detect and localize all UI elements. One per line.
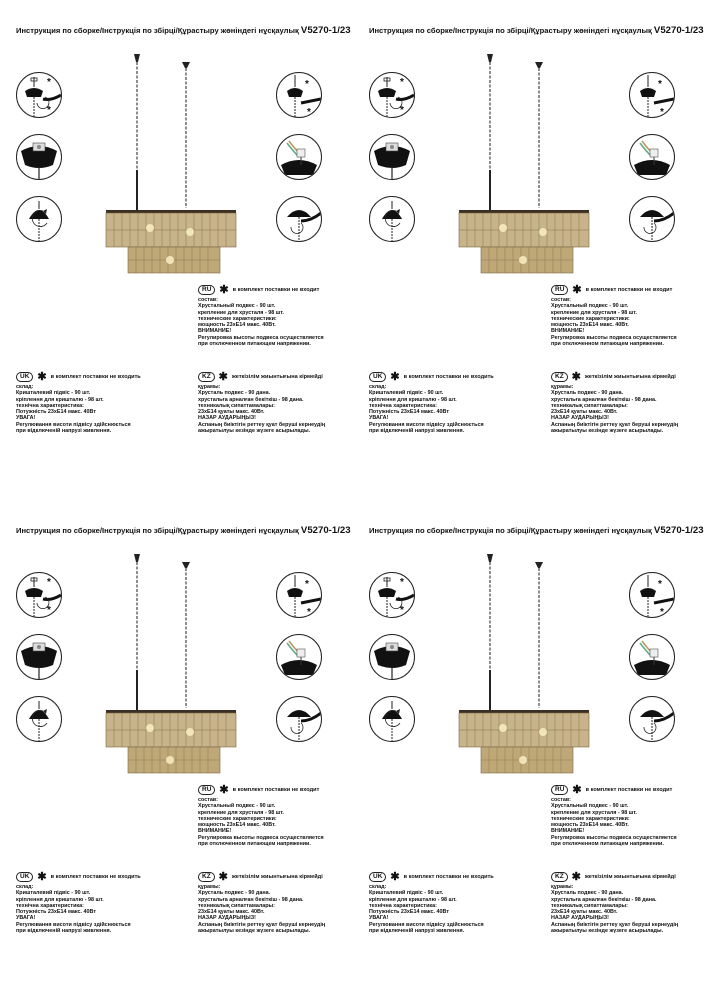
- ru-not-included-note: в комплект поставки не входит: [585, 786, 673, 793]
- asterisk-icon: ✱: [37, 871, 47, 883]
- model-number: V5270-1/23: [300, 525, 351, 536]
- ru-badge: RU: [551, 285, 568, 295]
- ru-not-included-note: в комплект поставки не входит: [585, 286, 673, 293]
- step-canopy-mount-circle: [369, 634, 415, 680]
- svg-text:*: *: [47, 77, 51, 88]
- canopy-mount-illustration: [17, 635, 61, 679]
- uk-line: УВАГА!: [369, 415, 389, 422]
- wiring-illustration: [630, 635, 674, 679]
- kz-line: НАЗАР АУДАРЫҢЫЗ!: [198, 915, 256, 922]
- chandelier-suspension: [487, 54, 543, 210]
- uk-line: склад:: [369, 384, 387, 390]
- instruction-panel: [353, 500, 706, 1000]
- kz-line: Аспаның биіктігін реттеу қуат беруші кернеудің: [551, 921, 679, 928]
- uk-not-included-note: в комплект поставки не входить: [50, 373, 141, 380]
- kz-line: хрустальға арналған бекіткіш - 98 дана.: [551, 896, 657, 903]
- uk-badge: UK: [16, 372, 33, 382]
- asterisk-icon: ✱: [218, 371, 228, 383]
- ru-line: Хрустальный подвес - 90 шт.: [551, 803, 629, 810]
- page-title: [369, 525, 704, 536]
- kz-not-included-note: жеткізілім жиынтығына кірмейді: [231, 873, 323, 880]
- chandelier-illustration: [90, 50, 250, 280]
- kz-badge: KZ: [198, 372, 215, 382]
- ru-line: мощность 23хЕ14 макс. 40Вт.: [551, 322, 629, 329]
- ru-spec-block: [198, 285, 324, 347]
- svg-text:*: *: [47, 577, 51, 588]
- ru-line: крепление для хрусталя - 98 шт.: [551, 309, 637, 316]
- ru-line: состав:: [198, 297, 218, 303]
- uk-line: Потужність 23хЕ14 макс. 40Вт: [369, 909, 449, 916]
- ceiling-plate-illustration: [277, 73, 321, 117]
- uk-line: при відключеній напрузі живлення.: [16, 928, 112, 935]
- uk-line: Регулювання висоти підвісу здійснюється: [369, 421, 484, 428]
- kz-line: хрустальға арналған бекіткіш - 98 дана.: [551, 396, 657, 403]
- canopy-mount-illustration: [370, 135, 414, 179]
- canopy-screw-illustration: [370, 573, 414, 617]
- uk-line: при відключеній напрузі живлення.: [16, 428, 112, 435]
- chandelier-illustration: [90, 550, 250, 780]
- chandelier-suspension: [134, 54, 190, 210]
- ru-line: при отключенном питающем напряжении.: [551, 841, 664, 848]
- kz-line: Хрусталь подвес - 90 дана.: [551, 390, 624, 397]
- step-ceiling-plate-circle: [276, 572, 322, 618]
- kz-line: НАЗАР АУДАРЫҢЫЗ!: [551, 415, 609, 422]
- step-canopy-slide-circle: [369, 196, 415, 242]
- uk-line: кріплення для кришталю - 98 шт.: [369, 896, 457, 903]
- ru-line: при отключенном питающем напряжении.: [198, 341, 311, 348]
- ru-line: Регулировка высоты подвеса осуществляется: [198, 834, 324, 841]
- uk-spec-block: [16, 372, 141, 434]
- kz-line: техникалық сипаттамалары:: [198, 902, 275, 909]
- title-text: Инструкция по сборке/Інструкція по збірці/Құрастыру жөніндегі нұсқаулық: [16, 526, 299, 535]
- kz-line: құрамы:: [198, 384, 221, 390]
- step-canopy-fix-circle: [629, 696, 675, 742]
- svg-text:*: *: [400, 105, 404, 116]
- step-wiring-circle: [629, 634, 675, 680]
- svg-text:*: *: [305, 79, 309, 90]
- ru-line: мощность 23хЕ14 макс. 40Вт.: [198, 322, 276, 329]
- step-canopy-mount-circle: [16, 634, 62, 680]
- ru-line: при отключенном питающем напряжении.: [551, 341, 664, 348]
- page-title: [16, 25, 351, 36]
- uk-line: Кришталевий підвіс - 90 шт.: [369, 890, 444, 897]
- ru-line: крепление для хрусталя - 98 шт.: [198, 809, 284, 816]
- kz-line: ажыратылуы кезінде жүзеге асырылады.: [551, 428, 664, 435]
- step-canopy-slide-circle: [369, 696, 415, 742]
- canopy-screw-illustration: [17, 573, 61, 617]
- step-wiring-circle: [276, 634, 322, 680]
- ru-line: ВНИМАНИЕ!: [551, 328, 585, 335]
- kz-line: ажыратылуы кезінде жүзеге асырылады.: [198, 928, 311, 935]
- step-canopy-fix-circle: [276, 196, 322, 242]
- uk-line: Кришталевий підвіс - 90 шт.: [369, 390, 444, 397]
- uk-line: Потужність 23хЕ14 макс. 40Вт: [16, 909, 96, 916]
- ru-spec-block: [551, 285, 677, 347]
- kz-line: Хрусталь подвес - 90 дана.: [198, 890, 271, 897]
- uk-not-included-note: в комплект поставки не входить: [403, 873, 494, 880]
- ru-line: ВНИМАНИЕ!: [198, 828, 232, 835]
- uk-line: технічна характеристика:: [369, 902, 437, 909]
- canopy-fix-illustration: [277, 197, 321, 241]
- kz-line: хрустальға арналған бекіткіш - 98 дана.: [198, 396, 304, 403]
- uk-line: склад:: [369, 884, 387, 890]
- kz-line: техникалық сипаттамалары:: [198, 402, 275, 409]
- asterisk-icon: ✱: [219, 784, 229, 796]
- ru-line: ВНИМАНИЕ!: [198, 328, 232, 335]
- kz-line: НАЗАР АУДАРЫҢЫЗ!: [198, 415, 256, 422]
- kz-spec-block: [198, 372, 325, 434]
- wiring-illustration: [277, 635, 321, 679]
- ru-not-included-note: в комплект поставки не входит: [232, 286, 320, 293]
- ru-not-included-note: в комплект поставки не входит: [232, 786, 320, 793]
- kz-line: Хрусталь подвес - 90 дана.: [551, 890, 624, 897]
- ru-spec-block: [198, 785, 324, 847]
- step-canopy-fix-circle: [629, 196, 675, 242]
- ru-line: Хрустальный подвес - 90 шт.: [551, 303, 629, 310]
- chandelier-suspension: [487, 554, 543, 710]
- kz-badge: KZ: [551, 872, 568, 882]
- ru-line: технические характеристики:: [198, 815, 277, 822]
- model-number: V5270-1/23: [300, 25, 351, 36]
- asterisk-icon: ✱: [390, 871, 400, 883]
- title-text: Инструкция по сборке/Інструкція по збірці/Құрастыру жөніндегі нұсқаулық: [369, 526, 652, 535]
- ru-line: Регулировка высоты подвеса осуществляется: [551, 834, 677, 841]
- kz-spec-block: [551, 372, 678, 434]
- kz-line: құрамы:: [198, 884, 221, 890]
- asterisk-icon: ✱: [572, 784, 582, 796]
- kz-spec-block: [551, 872, 678, 934]
- model-number: V5270-1/23: [653, 25, 704, 36]
- uk-not-included-note: в комплект поставки не входить: [403, 373, 494, 380]
- chandelier-illustration: [443, 50, 603, 280]
- uk-line: технічна характеристика:: [16, 402, 84, 409]
- chandelier-suspension: [134, 554, 190, 710]
- page-title: [16, 525, 351, 536]
- svg-text:*: *: [660, 107, 664, 117]
- chandelier-frame: [106, 710, 236, 773]
- uk-line: склад:: [16, 884, 34, 890]
- kz-not-included-note: жеткізілім жиынтығына кірмейді: [584, 373, 676, 380]
- model-number: V5270-1/23: [653, 525, 704, 536]
- uk-line: кріплення для кришталю - 98 шт.: [369, 396, 457, 403]
- ru-badge: RU: [551, 785, 568, 795]
- step-canopy-mount-circle: [16, 134, 62, 180]
- instruction-panel: [0, 0, 353, 500]
- ru-badge: RU: [198, 785, 215, 795]
- kz-not-included-note: жеткізілім жиынтығына кірмейді: [231, 373, 323, 380]
- kz-line: құрамы:: [551, 384, 574, 390]
- uk-line: УВАГА!: [16, 415, 36, 422]
- canopy-screw-illustration: [17, 73, 61, 117]
- ru-line: Регулировка высоты подвеса осуществляется: [551, 334, 677, 341]
- uk-badge: UK: [369, 872, 386, 882]
- step-canopy-fix-circle: [276, 696, 322, 742]
- asterisk-icon: ✱: [218, 871, 228, 883]
- ru-line: крепление для хрусталя - 98 шт.: [551, 809, 637, 816]
- ru-line: состав:: [551, 797, 571, 803]
- ru-line: состав:: [198, 797, 218, 803]
- ru-badge: RU: [198, 285, 215, 295]
- step-wiring-circle: [276, 134, 322, 180]
- uk-line: Регулювання висоти підвісу здійснюється: [16, 921, 131, 928]
- canopy-mount-illustration: [370, 635, 414, 679]
- asterisk-icon: ✱: [37, 371, 47, 383]
- kz-line: Аспаның биіктігін реттеу қуат беруші кернеудің: [198, 421, 326, 428]
- canopy-slide-illustration: [17, 697, 61, 741]
- uk-line: Кришталевий підвіс - 90 шт.: [16, 390, 91, 397]
- title-text: Инструкция по сборке/Інструкція по збірці/Құрастыру жөніндегі нұсқаулық: [16, 26, 299, 35]
- chandelier-frame: [459, 710, 589, 773]
- kz-line: Аспаның биіктігін реттеу қуат беруші кернеудің: [198, 921, 326, 928]
- uk-line: Потужність 23хЕ14 макс. 40Вт: [369, 409, 449, 416]
- chandelier-frame: [106, 210, 236, 273]
- uk-badge: UK: [369, 372, 386, 382]
- uk-line: Кришталевий підвіс - 90 шт.: [16, 890, 91, 897]
- uk-line: Потужність 23хЕ14 макс. 40Вт: [16, 409, 96, 416]
- kz-line: 23хЕ14 қуаты макс. 40Вт.: [551, 909, 618, 916]
- ru-spec-block: [551, 785, 677, 847]
- kz-line: құрамы:: [551, 884, 574, 890]
- step-canopy-mount-circle: [369, 134, 415, 180]
- ru-line: Хрустальный подвес - 90 шт.: [198, 303, 276, 310]
- step-ceiling-plate-circle: [629, 572, 675, 618]
- uk-spec-block: [369, 872, 494, 934]
- kz-spec-block: [198, 872, 325, 934]
- asterisk-icon: ✱: [219, 284, 229, 296]
- uk-line: Регулювання висоти підвісу здійснюється: [369, 921, 484, 928]
- asterisk-icon: ✱: [390, 371, 400, 383]
- ru-line: при отключенном питающем напряжении.: [198, 841, 311, 848]
- svg-text:*: *: [658, 79, 662, 90]
- ceiling-plate-illustration: [630, 573, 674, 617]
- uk-line: Регулювання висоти підвісу здійснюється: [16, 421, 131, 428]
- canopy-fix-illustration: [277, 697, 321, 741]
- asterisk-icon: ✱: [571, 371, 581, 383]
- svg-text:*: *: [400, 605, 404, 616]
- step-ceiling-plate-circle: [276, 72, 322, 118]
- ru-line: технические характеристики:: [551, 315, 630, 322]
- ru-line: Регулировка высоты подвеса осуществляется: [198, 334, 324, 341]
- kz-line: техникалық сипаттамалары:: [551, 902, 628, 909]
- uk-spec-block: [369, 372, 494, 434]
- chandelier-frame: [459, 210, 589, 273]
- canopy-fix-illustration: [630, 697, 674, 741]
- uk-line: технічна характеристика:: [16, 902, 84, 909]
- step-canopy-slide-circle: [16, 196, 62, 242]
- canopy-slide-illustration: [370, 197, 414, 241]
- asterisk-icon: ✱: [572, 284, 582, 296]
- step-canopy-screw-circle: [16, 572, 62, 618]
- step-canopy-screw-circle: [16, 72, 62, 118]
- kz-line: 23хЕ14 қуаты макс. 40Вт.: [198, 909, 265, 916]
- ru-line: крепление для хрусталя - 98 шт.: [198, 309, 284, 316]
- uk-line: УВАГА!: [16, 915, 36, 922]
- uk-not-included-note: в комплект поставки не входить: [50, 873, 141, 880]
- svg-text:*: *: [658, 579, 662, 590]
- uk-line: при відключеній напрузі живлення.: [369, 428, 465, 435]
- canopy-mount-illustration: [17, 135, 61, 179]
- step-wiring-circle: [629, 134, 675, 180]
- asterisk-icon: ✱: [571, 871, 581, 883]
- uk-line: склад:: [16, 384, 34, 390]
- ceiling-plate-illustration: [277, 573, 321, 617]
- uk-spec-block: [16, 872, 141, 934]
- uk-line: УВАГА!: [369, 915, 389, 922]
- kz-line: ажыратылуы кезінде жүзеге асырылады.: [198, 428, 311, 435]
- svg-text:*: *: [305, 579, 309, 590]
- svg-text:*: *: [400, 577, 404, 588]
- canopy-screw-illustration: [370, 73, 414, 117]
- uk-badge: UK: [16, 872, 33, 882]
- uk-line: технічна характеристика:: [369, 402, 437, 409]
- uk-line: кріплення для кришталю - 98 шт.: [16, 396, 104, 403]
- step-ceiling-plate-circle: [629, 72, 675, 118]
- title-text: Инструкция по сборке/Інструкція по збірці/Құрастыру жөніндегі нұсқаулық: [369, 26, 652, 35]
- kz-line: Хрусталь подвес - 90 дана.: [198, 390, 271, 397]
- kz-line: 23хЕ14 қуаты макс. 40Вт.: [198, 409, 265, 416]
- svg-text:*: *: [400, 77, 404, 88]
- kz-line: НАЗАР АУДАРЫҢЫЗ!: [551, 915, 609, 922]
- ru-line: состав:: [551, 297, 571, 303]
- step-canopy-screw-circle: [369, 572, 415, 618]
- ru-line: технические характеристики:: [198, 315, 277, 322]
- canopy-slide-illustration: [17, 197, 61, 241]
- step-canopy-slide-circle: [16, 696, 62, 742]
- svg-text:*: *: [660, 607, 664, 617]
- step-canopy-screw-circle: [369, 72, 415, 118]
- wiring-illustration: [277, 135, 321, 179]
- canopy-slide-illustration: [370, 697, 414, 741]
- kz-badge: KZ: [198, 872, 215, 882]
- svg-text:*: *: [47, 105, 51, 116]
- page-title: [369, 25, 704, 36]
- kz-line: техникалық сипаттамалары:: [551, 402, 628, 409]
- kz-badge: KZ: [551, 372, 568, 382]
- chandelier-illustration: [443, 550, 603, 780]
- ru-line: мощность 23хЕ14 макс. 40Вт.: [551, 822, 629, 829]
- ru-line: Хрустальный подвес - 90 шт.: [198, 803, 276, 810]
- svg-text:*: *: [307, 607, 311, 617]
- kz-line: Аспаның биіктігін реттеу қуат беруші кернеудің: [551, 421, 679, 428]
- kz-line: хрустальға арналған бекіткіш - 98 дана.: [198, 896, 304, 903]
- uk-line: при відключеній напрузі живлення.: [369, 928, 465, 935]
- ru-line: мощность 23хЕ14 макс. 40Вт.: [198, 822, 276, 829]
- instruction-panel: [353, 0, 706, 500]
- ru-line: технические характеристики:: [551, 815, 630, 822]
- canopy-fix-illustration: [630, 197, 674, 241]
- ru-line: ВНИМАНИЕ!: [551, 828, 585, 835]
- kz-not-included-note: жеткізілім жиынтығына кірмейді: [584, 873, 676, 880]
- uk-line: кріплення для кришталю - 98 шт.: [16, 896, 104, 903]
- svg-text:*: *: [307, 107, 311, 117]
- kz-line: ажыратылуы кезінде жүзеге асырылады.: [551, 928, 664, 935]
- svg-text:*: *: [47, 605, 51, 616]
- wiring-illustration: [630, 135, 674, 179]
- kz-line: 23хЕ14 қуаты макс. 40Вт.: [551, 409, 618, 416]
- ceiling-plate-illustration: [630, 73, 674, 117]
- instruction-panel: [0, 500, 353, 1000]
